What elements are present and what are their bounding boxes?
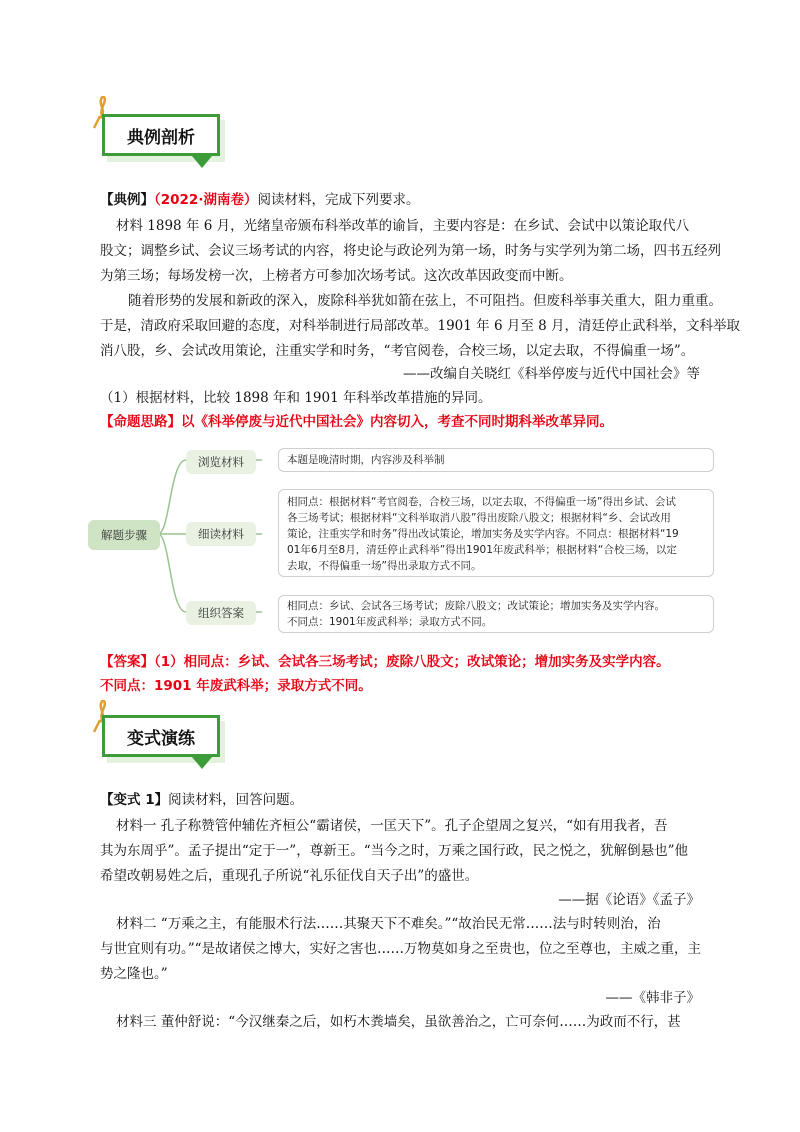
variant-m3-l1: 材料三 董仲舒说：“今汉继秦之后，如朽木粪墙矣，虽欲善治之，亡可奈何……为政而不行，甚 [116,1014,681,1030]
section-title: 典例剖析 [102,114,220,156]
step-browse: 浏览材料 [186,450,256,474]
example-question: （1）根据材料，比较 1898 年和 1901 年科举改革措施的异同。 [100,390,492,406]
example-para2-l3: 消八股，乡、会试改用策论，注重实学和时务，“考官阅卷，合校三场，以定去取，不得偏重一场”。 [100,343,695,359]
example-para2-l1: 随着形势的发展和新政的深入，废除科举犹如箭在弦上，不可阻挡。但废科举事关重大，阻力重重。 [128,293,722,309]
variant-m2-cite: ——《韩非子》 [605,990,700,1006]
step-answer-text: 相同点：乡试、会试各三场考试；废除八股文；改试策论；增加实务及实学内容。 不同点：1901年废武科举；录取方式不同。 [278,595,714,633]
section-title: 变式演练 [102,715,220,757]
mindmap-root: 解题步骤 [88,520,160,550]
variant-m2-l2: 与世宜则有功。”“是故诸侯之博大，实好之害也……万物莫如身之至贵也，位之至尊也，主威之重，主 [100,941,702,957]
step-answer: 组织答案 [186,601,256,625]
step-browse-text: 本题是晚清时期，内容涉及科举制 [278,448,714,472]
example-header: 【典例】（2022·湖南卷）阅读材料，完成下列要求。 [100,192,420,208]
variant-m1-l2: 其为东周乎”。孟子提出“定于一”，尊新王。“当今之时，万乘之国行政，民之悦之，犹解倒悬也”他 [100,843,689,859]
variant-m1-l3: 希望改朝易姓之后，重现孔子所说“礼乐征伐自天子出”的盛世。 [100,868,479,884]
example-para2-l2: 于是，清政府采取回避的态度，对科举制进行局部改革。1901 年 6 月至 8 月，清廷停止武科举，文科举取 [100,318,740,334]
answer-line2: 不同点：1901 年废武科举；录取方式不同。 [100,678,372,694]
variant-header: 【变式 1】阅读材料，回答问题。 [100,792,304,808]
example-citation: ——改编自关晓红《科举停废与近代中国社会》等 [403,366,700,382]
idea-line: 【命题思路】以《科举停废与近代中国社会》内容切入，考查不同时期科举改革异同。 [100,414,613,430]
variant-m1-l1: 材料一 孔子称赞管仲辅佐齐桓公“霸诸侯，一匡天下”。孔子企望周之复兴，“如有用我者，吾 [116,818,668,834]
answer-line1: 【答案】（1）相同点：乡试、会试各三场考试；废除八股文；改试策论；增加实务及实学内容。 [100,654,670,670]
variant-m2-l3: 势之隆也。” [100,966,168,982]
variant-m2-l1: 材料二 “万乘之主，有能服术行法……其聚天下不难矣。”“故治民无常……法与时转则治，治 [116,916,661,932]
variant-m1-cite: ——据《论语》《孟子》 [558,892,700,908]
example-para1-l1: 材料 1898 年 6 月，光绪皇帝颁布科举改革的谕旨，主要内容是：在乡试、会试中以策论取代八 [116,218,690,234]
example-para1-l3: 为第三场；每场发榜一次，上榜者方可参加次场考试。这次改革因政变而中断。 [100,268,573,284]
step-read-text: 相同点：根据材料“考官阅卷，合校三场，以定去取，不得偏重一场”得出乡试、会试 各三场考试；根据材料“文科举取消八股”得出废除八股文；根据材料“乡、会试改用 策论，注重实学和时务”得出改试策论，增加实务及实学内容。不同点：根据材料“19 01年6月至8月，清廷停止武科举”得出1901年废武科举；根据材料“合校三场，以定 去取，不得偏重一场”得出录取方式不同。 [278,489,714,577]
step-read: 细读材料 [186,522,256,546]
example-para1-l2: 股文；调整乡试、会议三场考试的内容，将史论与政论列为第一场，时务与实学列为第二场，四书五经列 [100,243,721,259]
